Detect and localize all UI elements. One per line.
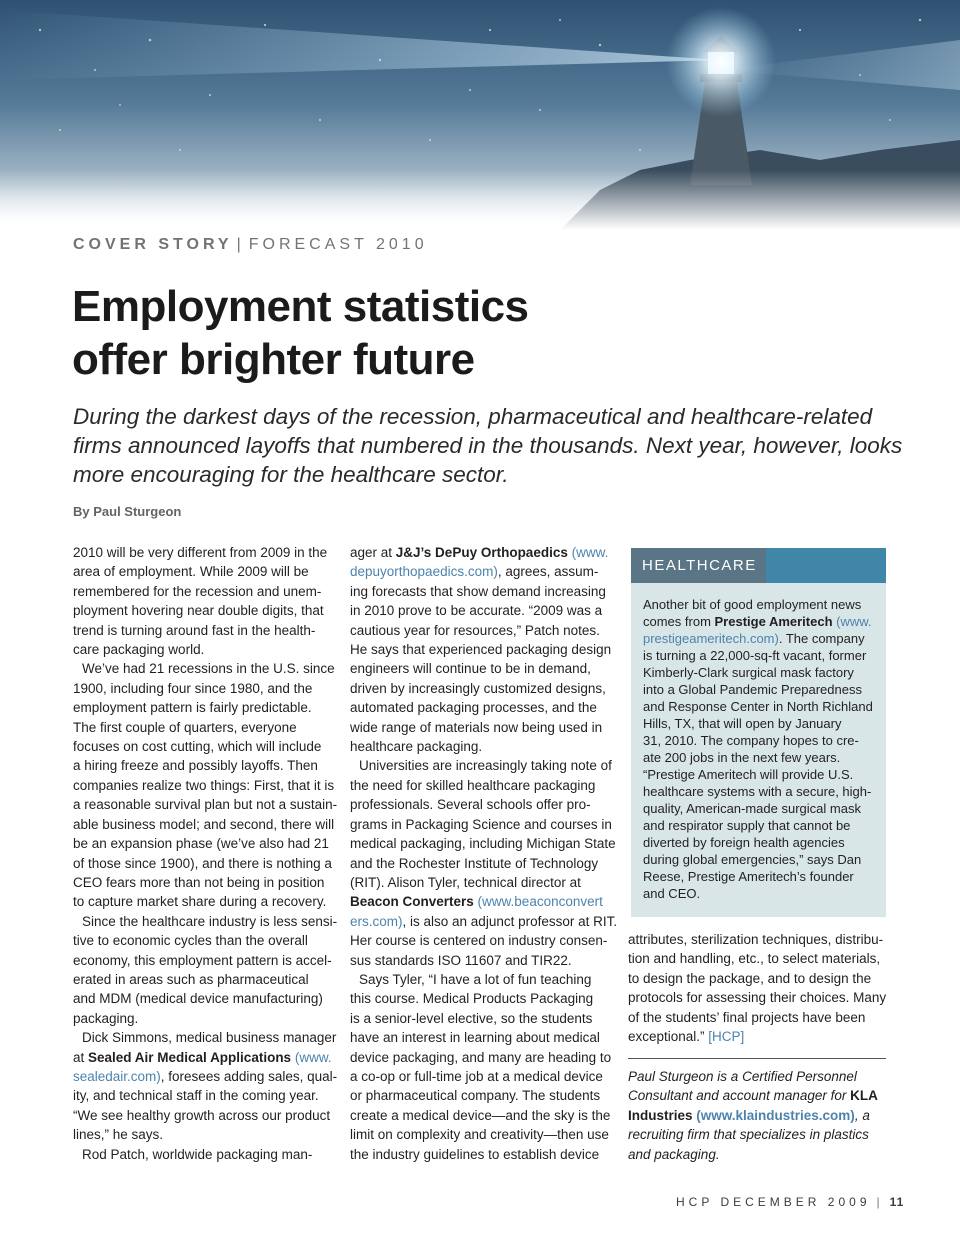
company-url-link[interactable]: (www. [291,1049,332,1065]
body-line [628,1027,893,1046]
sidebar-line: diverted by foreign health agencies [643,835,845,850]
body-line: limit on complexity and creativity—then use [350,1127,609,1143]
company-url-link[interactable]: (www.beaconconvert [473,894,603,910]
body-line: focuses on cost cutting, which will include [73,739,322,755]
body-line: packaging. [73,1010,139,1026]
sidebar-line: Another bit of good employment news [643,597,862,612]
text-run: at [73,1049,89,1065]
body-line: a co-op or full-time job at a medical device [350,1068,603,1084]
sidebar-line: into a Global Pandemic Preparedness [643,682,862,697]
body-line [350,892,615,911]
company-url-link[interactable]: sealedair.com) [73,1068,161,1084]
article-dek [73,402,903,489]
body-column-2 [350,543,618,1164]
sidebar-header [631,548,886,583]
sidebar-line: ate 200 jobs in the next few years. [643,750,841,765]
dek-line: firms announced layoffs that numbered in the thousands. Next year, however, looks [73,433,903,458]
body-line: engineers will continue to be in demand, [350,661,591,677]
sidebar-line: and Response Center in North Richland [643,699,873,714]
sidebar-line: healthcare systems with a secure, high- [643,784,872,799]
body-line: tive to economic cycles than the overall [73,933,308,949]
company-name: Prestige Ameritech [714,614,833,629]
body-line: medical packaging, including Michigan State [350,836,616,852]
body-line: CEO fears more than not being in position [73,874,325,890]
body-line: attributes, sterilization techniques, distribu- [628,932,884,947]
section-topic: FORECAST 2010 [248,236,428,253]
sidebar-line: during global emergencies,” says Dan [643,852,862,867]
dek-line: During the darkest days of the recession, pharmaceutical and healthcare-related [73,404,873,429]
body-line: be an expansion phase (we’ve also had 21 [73,836,329,852]
body-line: tion and handling, etc., to select materials, [628,951,881,967]
body-line: protocols for assessing their choices. Many [628,990,887,1006]
headline-line: Employment statistics [72,282,529,331]
sidebar-body [643,596,879,902]
sidebar-label: HEALTHCARE [631,548,766,583]
body-line: Her course is centered on industry consen- [350,933,608,949]
body-line: (RIT). Alison Tyler, technical director at [350,874,581,890]
kicker-separator: | [236,236,241,253]
text-run: ager at [350,545,396,560]
sidebar-line: quality, American-made surgical mask [643,801,861,816]
body-line: a reasonable survival plan but not a sustain- [73,797,338,813]
page-number: 11 [889,1195,905,1209]
dek-line: more encouraging for the healthcare sector. [73,462,509,487]
bio-line [628,1086,893,1105]
text-run: . The company [778,631,865,646]
body-line [73,1048,338,1067]
text-run: exceptional.” [628,1029,709,1045]
body-line [350,562,615,581]
text-run: , is also an adjunct professor at RIT. [402,913,618,929]
company-url-link[interactable]: (www. [567,545,609,560]
body-line: driven by increasingly customized designs, [350,680,606,696]
body-line: care packaging world. [73,642,205,658]
text-run: , a [854,1107,870,1123]
body-line: area of employment. While 2009 will be [73,564,309,580]
body-column-1 [73,543,338,1164]
body-line [73,1067,338,1086]
body-line: remembered for the recession and unem- [73,583,322,599]
body-line: ing forecasts that show demand increasing [350,583,606,599]
company-name: Industries [628,1107,693,1123]
body-line: trend is turning around fast in the health- [73,622,316,638]
body-line: economy, this employment pattern is accel- [73,952,332,968]
body-line: Dick Simmons, medical business manager [82,1030,337,1046]
body-line: this course. Medical Products Packaging [350,991,594,1007]
body-line: create a medical device—and the sky is the [350,1107,611,1123]
company-url-link[interactable]: prestigeameritech.com) [643,631,779,646]
section-kicker [73,236,428,254]
company-name: J&J’s DePuy Orthopaedics [395,545,568,560]
lighthouse-illustration [0,0,960,230]
body-line: the industry guidelines to establish device [350,1146,600,1162]
body-line: Since the healthcare industry is less sensi- [82,913,338,929]
text-run: , foresees adding sales, qual- [160,1068,338,1084]
sidebar-line: is turning a 22,000-sq-ft vacant, former [643,648,867,663]
bio-divider [628,1058,886,1059]
lighthouse-glow [666,7,776,117]
bio-line: Paul Sturgeon is a Certified Personnel [628,1069,857,1084]
body-line: healthcare packaging. [350,739,483,755]
body-line: have an interest in learning about medical [350,1030,600,1046]
bio-line: and packaging. [628,1146,720,1162]
text-run: , agrees, assum- [497,564,599,580]
body-line: employment pattern is fairly predictable. [73,700,312,716]
body-line: Universities are increasingly taking note of [359,758,612,774]
body-line: or pharmaceutical company. The students [350,1088,601,1104]
body-line: and MDM (medical device manufacturing) [73,991,323,1007]
end-tag: [HCP] [708,1029,745,1045]
sidebar-line [643,630,879,647]
sidebar-line: and CEO. [643,886,701,901]
company-url-link[interactable]: depuyorthopaedics.com) [350,564,498,580]
body-line: sus standards ISO 11607 and TIR22. [350,952,572,968]
sidebar-line: 31, 2010. The company hopes to cre- [643,733,859,748]
sidebar-line: Reese, Prestige Ameritech’s founder [643,869,854,884]
healthcare-sidebar [631,548,886,917]
body-column-3 [628,930,893,1046]
sidebar-line: and respirator supply that cannot be [643,818,851,833]
bio-line [628,1106,893,1125]
body-line: Rod Patch, worldwide packaging man- [82,1146,313,1162]
body-line: the need for skilled healthcare packaging [350,777,596,793]
publication-date: HCP DECEMBER 2009 [676,1195,871,1209]
sidebar-line: Hills, TX, that will open by January [643,716,842,731]
footer-separator: | [876,1195,880,1209]
body-line: erated in areas such as pharmaceutical [73,971,309,987]
page-footer [676,1195,904,1209]
body-line: The first couple of quarters, everyone [73,719,297,735]
body-line: a hiring freeze and possibly layoffs. Then [73,758,318,774]
company-url-link[interactable]: (www.klaindustries.com) [692,1107,855,1123]
sidebar-line: Kimberly-Clark surgical mask factory [643,665,854,680]
body-line: to capture market share during a recovery. [73,894,327,910]
author-bio [628,1067,893,1164]
company-url-link[interactable]: ers.com) [350,913,403,929]
company-name: Beacon Converters [350,894,474,910]
body-line: and the Rochester Institute of Technology [350,855,599,871]
section-name: COVER STORY [73,236,233,253]
body-line: “We see healthy growth across our product [73,1107,331,1123]
body-line: wide range of materials now being used in [350,719,603,735]
body-line: able business model; and second, there will [73,816,335,832]
body-line: automated packaging processes, and the [350,700,597,716]
body-line: We’ve had 21 recessions in the U.S. since [82,661,335,677]
body-line: He says that experienced packaging design [350,642,612,658]
article-headline [72,280,529,386]
headline-line: offer brighter future [72,335,475,384]
text-run: Consultant and account manager for [628,1088,851,1104]
body-line: grams in Packaging Science and courses in [350,816,612,832]
body-line [350,543,615,562]
body-line: to design the package, and to design the [628,970,872,986]
body-line: professionals. Several schools offer pro- [350,797,591,813]
body-line: lines,” he says. [73,1127,164,1143]
body-line: in 2010 prove to be accurate. “2009 was a [350,603,603,619]
company-name: KLA [850,1088,878,1104]
sidebar-line: “Prestige Ameritech will provide U.S. [643,767,854,782]
company-name: Sealed Air Medical Applications [88,1049,292,1065]
text-run: comes from [643,614,715,629]
body-line [350,912,618,931]
body-line: device packaging, and many are heading to [350,1049,612,1065]
body-line: 2010 will be very different from 2009 in the [73,545,328,560]
body-line: cautious year for resources,” Patch notes. [350,622,600,638]
hero-image [0,0,960,230]
sidebar-line [643,613,879,630]
body-line: companies realize two things: First, that it is [73,777,335,793]
bio-line: recruiting firm that specializes in plastics [628,1127,869,1143]
body-line: Says Tyler, “I have a lot of fun teaching [359,971,592,987]
body-line: 1900, including four since 1980, and the [73,680,313,696]
body-line: of the students’ final projects have been [628,1009,866,1025]
byline: By Paul Sturgeon [73,504,182,519]
body-line: ity, and technical staff in the coming year. [73,1088,319,1104]
body-line: ployment hovering near double digits, that [73,603,324,619]
body-line: of those since 1900), and there is nothing a [73,855,332,871]
company-url-link[interactable]: (www. [832,614,872,629]
body-line: is a senior-level elective, so the students [350,1010,593,1026]
